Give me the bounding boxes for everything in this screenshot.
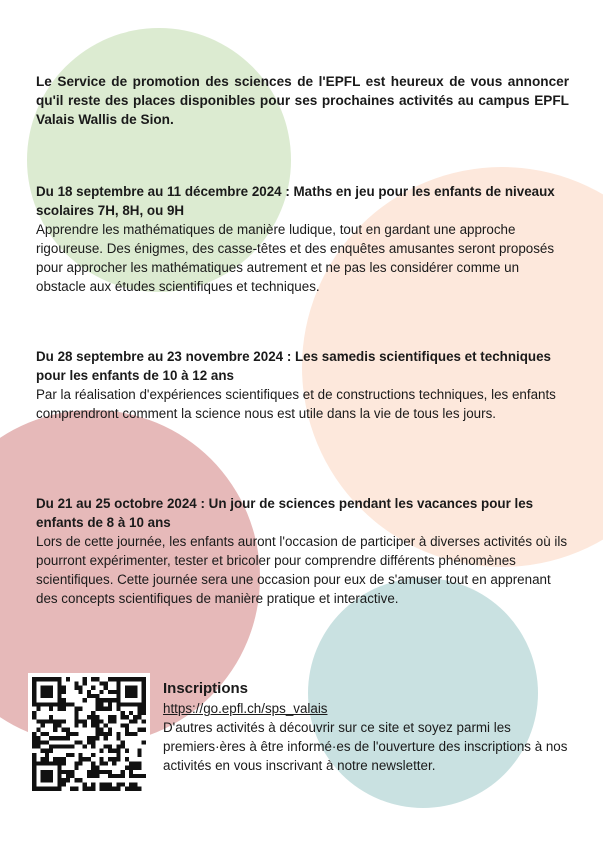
activity-description: Par la réalisation d'expériences scientifiques et de constructions techniques, les enfants comprendront comment la science nous est utile dans la vie de tous les jours. — [36, 387, 556, 421]
activity-description: Lors de cette journée, les enfants auront l'occasion de participer à diverses activités où ils pourront expérimenter, tester et bricoler pour comprendre différents phénomènes scientifiques. Cette journée sera une occasion pour eux de s'amuser tout en apprenant des concepts scientifiques de manière pratique et interactive. — [36, 534, 568, 606]
activity-section-samedis — [36, 347, 569, 423]
intro-paragraph: Le Service de promotion des sciences de l'EPFL est heureux de vous annoncer qu'il reste des places disponibles pour ses prochaines activités au campus EPFL Valais Wallis de Sion. — [36, 74, 569, 127]
activity-section-maths — [36, 182, 569, 296]
inscriptions-block — [163, 679, 573, 775]
activity-heading: Du 28 septembre au 23 novembre 2024 : Les samedis scientifiques et techniques pour les enfants de 10 à 12 ans — [36, 349, 551, 383]
qr-code-icon[interactable] — [28, 673, 150, 795]
inscriptions-description: D'autres activités à découvrir sur ce site et soyez parmi les premiers·ères à être informé·es de l'ouverture des inscriptions à nos activités en vous inscrivant à notre newsletter. — [163, 720, 568, 773]
inscriptions-title: Inscriptions — [163, 680, 249, 697]
activity-section-vacances — [36, 494, 569, 608]
activity-heading: Du 21 au 25 octobre 2024 : Un jour de sciences pendant les vacances pour les enfants de 8 à 10 ans — [36, 496, 534, 530]
activity-heading: Du 18 septembre au 11 décembre 2024 : Maths en jeu pour les enfants de niveaux scolaires 7H, 8H, ou 9H — [36, 184, 555, 218]
activity-description: Apprendre les mathématiques de manière ludique, tout en gardant une approche rigoureuse. Des énigmes, des casse-têtes et des enquêtes amusantes seront proposés pour approcher les mathématiques autrement et ne pas les considérer comme un obstacle aux études scientifiques et techniques. — [36, 222, 555, 294]
inscriptions-link[interactable]: https://go.epfl.ch/sps_valais — [163, 701, 328, 716]
